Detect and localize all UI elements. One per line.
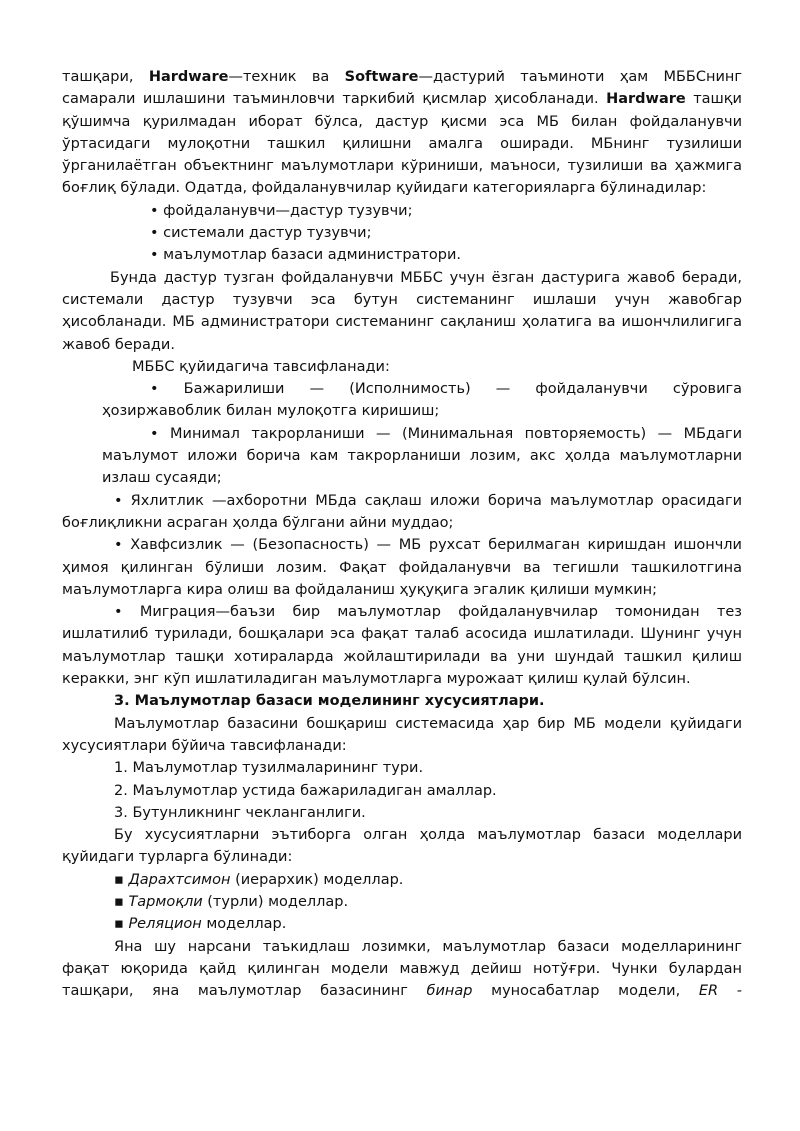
term-er: ER -: [698, 983, 742, 1000]
text-run: Яна шу нарсани таъкидлаш лозимки, маълумотлар базаси моделларининг фақат юқорида қайд қилинган модели мавжуд дейиш нотўғри. Чунки булардан ташқари, яна маълумотлар базасининг: [62, 938, 742, 1000]
list-item: • фойдаланувчи—дастур тузувчи;: [150, 202, 413, 219]
paragraph-intro: [62, 66, 742, 200]
term-software: Software: [344, 69, 419, 85]
list-item: [62, 869, 742, 891]
list-item: • Хавфсизлик — (Безопасность) — МБ рухсат берилмаган киришдан ишончли ҳимоя қилинган бўлиши лозим. Фақат фойдаланувчи ва тегишли ташкилотгина маълумотларга кира олиш ва фойдаланиш ҳуқуқига эгалик қилиши мумкин;: [62, 537, 742, 598]
list-item: • Миграция—баъзи бир маълумотлар фойдаланувчилар томонидан тез ишлатилиб турилади, бошқалари эса фақат талаб асосида ишлатилади. Шунинг учун маълумотлар ташқи хотираларда жойлаштирилади ва уни шундай ташкил қилиш керакки, энг кўп ишлатиладиган маълумотларга мурожаат қилиш қулай бўлсин.: [62, 604, 742, 688]
paragraph-closing: [62, 936, 742, 1003]
list-item: 3. Бутунликнинг чекланганлиги.: [114, 804, 366, 821]
paragraph-roles: Бунда дастур тузган фойдаланувчи МББС учун ёзган дастурига жавоб беради, системали дастур тузувчи эса бутун системанинг ишлаши учун жавобгар ҳисобланади. МБ администратори системанинг сақланиш ҳолатига ва ишончлилигига жавоб беради.: [62, 269, 742, 353]
list-item: • Бажарилиши — (Исполнимость) — фойдаланувчи сўровига ҳозиржавоблик билан мулоқотга киришиш;: [102, 381, 742, 420]
text-run: ташқи қўшимча қурилмадан иборат бўлса, дастур қисми эса МБ билан фойдаланувчи ўртасидаги мулоқотни ташкил қилишни амалга оширади. МБнинг тузилиши ўрганилаётган объектнинг маълумотлари кўриниши, маъноси, тузилиши ва ҳажмига боғлиқ бўлади. Одатда, фойдаланувчилар қуйидаги категорияларга бўлинадилар:: [62, 91, 742, 197]
paragraph-properties-intro: Маълумотлар базасини бошқариш системасида ҳар бир МБ модели қуйидаги хусусиятлари бўйича тавсифланади:: [62, 715, 742, 754]
list-item: 2. Маълумотлар устида бажариладиган амаллар.: [114, 782, 497, 799]
text-run: (турли) моделлар.: [202, 893, 349, 910]
list-item: [62, 891, 742, 913]
model-name: Дарахтсимон: [128, 871, 231, 888]
paragraph-dbms-intro: МББС қуйидагича тавсифланади:: [132, 358, 390, 375]
list-item: • системали дастур тузувчи;: [150, 225, 372, 242]
paragraph-model-types: Бу хусусиятларни эътиборга олган ҳолда маълумотлар базаси моделлари қуйидаги турларга бўлинади:: [62, 827, 742, 866]
section-heading: 3. Маълумотлар базаси моделининг хусусиятлари.: [114, 693, 545, 710]
list-item: • Минимал такрорланиши — (Минимальная повторяемость) — МБдаги маълумот иложи борича кам такрорланиши лозим, акс ҳолда маълумотларни излаш сусаяди;: [102, 425, 742, 487]
term-hardware: Hardware: [606, 91, 686, 108]
list-item: 1. Маълумотлар тузилмаларининг тури.: [114, 760, 424, 777]
model-name: Тармоқли: [128, 893, 203, 910]
term-hardware: Hardware: [148, 69, 229, 85]
text-run: (иерархик) моделлар.: [230, 871, 404, 888]
list-item: • Яхлитлик —ахборотни МБда сақлаш иложи борича маълумотлар орасидаги боғлиқликни асраган ҳолда бўлгани айни муддао;: [62, 492, 742, 531]
text-run: —техник ва: [228, 69, 345, 85]
text-run: —дастурий таъминоти ҳам МББСнинг самарали ишлашини таъминловчи таркибий қисмлар ҳисобланади.: [62, 69, 742, 108]
list-item: • маълумотлар базаси администратори.: [150, 247, 461, 264]
text-run: муносабатлар модели,: [472, 983, 699, 1000]
model-name: Реляцион: [128, 916, 202, 933]
document-page: [62, 66, 742, 1002]
text-run: моделлар.: [201, 916, 287, 933]
bullet: ▪: [114, 916, 129, 933]
text-run: ташқари,: [62, 69, 149, 85]
term-binary: бинар: [426, 983, 473, 1000]
bullet: ▪: [114, 893, 129, 910]
bullet: ▪: [114, 871, 129, 888]
list-item: [62, 913, 742, 935]
